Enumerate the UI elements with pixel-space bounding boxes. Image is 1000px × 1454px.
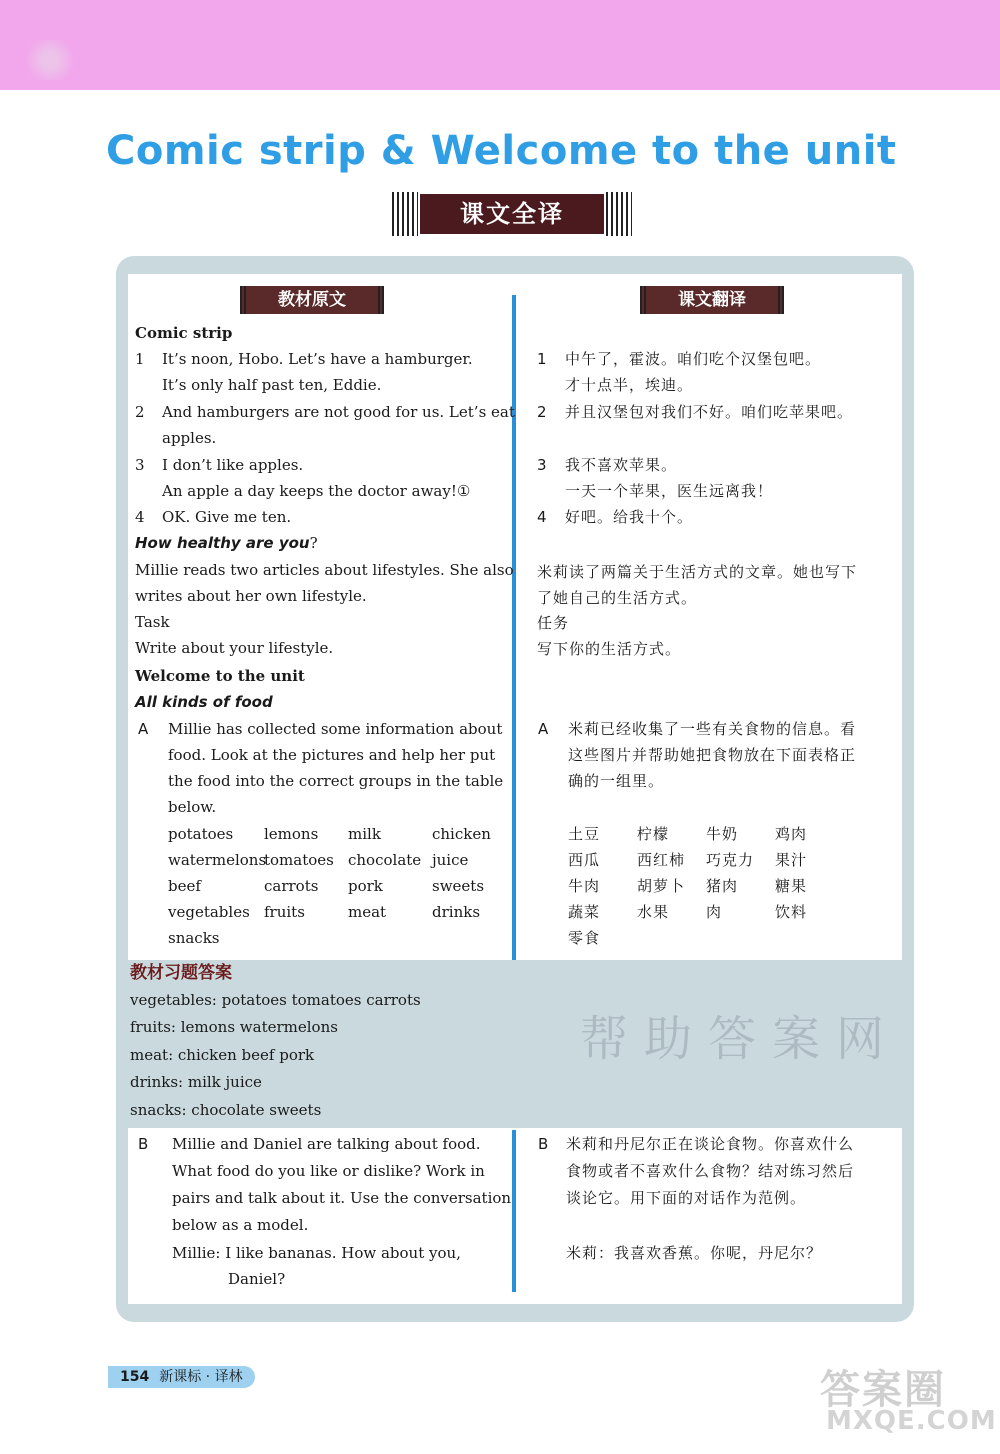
cn-line-number: 1 (537, 350, 548, 368)
cn-food-word: 糖果 (775, 877, 808, 895)
cn-comic-4: 好吧。给我十个。 (565, 508, 694, 526)
food-word: chicken (432, 825, 491, 843)
cn-food-word: 西瓜 (568, 851, 601, 869)
healthy-heading (135, 530, 318, 556)
section-banner-label: 课文全译 (420, 194, 604, 234)
food-word: fruits (264, 903, 305, 921)
en-comic-2a: And hamburgers are not good for us. Let’s eat (162, 403, 515, 421)
cn-a-3: 确的一组里。 (568, 772, 665, 790)
cn-line-number: 3 (537, 456, 548, 474)
food-word: sweets (432, 877, 485, 895)
cn-food-word: 牛肉 (568, 877, 601, 895)
logo-text: 答案圈 (820, 1367, 946, 1413)
cn-food-word: 柠檬 (637, 825, 670, 843)
food-word: pork (348, 877, 383, 895)
food-word: vegetables (168, 903, 250, 921)
en-b-4: below as a model. (172, 1216, 309, 1234)
cn-a-2: 这些图片并帮助她把食物放在下面表格正 (568, 746, 857, 764)
en-a-4: below. (168, 798, 217, 816)
cn-food-word: 巧克力 (706, 851, 755, 869)
cn-food-word: 肉 (706, 903, 723, 921)
part-a-letter: A (138, 720, 149, 738)
cn-comic-3b: 一天一个苹果，医生远离我！ (565, 482, 774, 500)
cn-line-number: 4 (537, 508, 548, 526)
en-comic-3a: I don’t like apples. (162, 456, 304, 474)
en-b-6: Daniel? (228, 1270, 286, 1288)
part-b-letter: B (138, 1135, 149, 1153)
page-title: Comic strip & Welcome to the unit (106, 128, 897, 174)
cn-food-word: 零食 (568, 929, 601, 947)
answer-line: fruits: lemons watermelons (130, 1018, 338, 1036)
section-banner (392, 192, 632, 236)
cn-food-word: 土豆 (568, 825, 601, 843)
food-word: meat (348, 903, 387, 921)
cn-food-word: 猪肉 (706, 877, 739, 895)
cn-part-a-letter: A (538, 720, 549, 738)
cn-b-4: 米莉：我喜欢香蕉。你呢，丹尼尔？ (566, 1244, 823, 1262)
banner-bars-left (392, 192, 418, 236)
cn-food-word: 西红柿 (637, 851, 686, 869)
page-number: 154 (120, 1369, 150, 1385)
answer-line: meat: chicken beef pork (130, 1046, 315, 1064)
food-word: beef (168, 877, 201, 895)
footer-badge (108, 1366, 255, 1388)
en-line-number: 2 (135, 403, 145, 421)
cn-food-word: 水果 (637, 903, 670, 921)
cn-task: 任务 (537, 614, 570, 632)
en-millie-1: Millie reads two articles about lifestyles. She also (135, 561, 514, 579)
food-word: potatoes (168, 825, 234, 843)
welcome-heading: Welcome to the unit (135, 667, 305, 685)
en-a-3: the food into the correct groups in the table (168, 772, 504, 790)
original-text-tag: 教材原文 (240, 286, 384, 314)
cn-b-3: 谈论它。用下面的对话作为范例。 (566, 1189, 807, 1207)
cn-food-word: 鸡肉 (775, 825, 808, 843)
en-task: Task (135, 613, 170, 631)
column-divider (512, 295, 516, 960)
answers-watermark: 帮助答案网 (580, 1011, 901, 1067)
paper-texture (20, 40, 80, 80)
en-line-number: 4 (135, 508, 145, 526)
cn-b-2: 食物或者不喜欢什么食物？结对练习然后 (566, 1162, 855, 1180)
en-comic-1b: It’s only half past ten, Eddie. (162, 376, 382, 394)
cn-comic-2: 并且汉堡包对我们不好。咱们吃苹果吧。 (565, 403, 854, 421)
cn-b-1: 米莉和丹尼尔正在谈论食物。你喜欢什么 (566, 1135, 855, 1153)
answers-title: 教材习题答案 (130, 963, 232, 983)
food-heading: All kinds of food (135, 693, 273, 711)
food-word: carrots (264, 877, 319, 895)
cn-line-number: 2 (537, 403, 548, 421)
cn-comic-3a: 我不喜欢苹果。 (565, 456, 678, 474)
cn-food-word: 牛奶 (706, 825, 739, 843)
en-b-3: pairs and talk about it. Use the conversation (172, 1189, 512, 1207)
food-word: milk (348, 825, 381, 843)
en-comic-1a: It’s noon, Hobo. Let’s have a hamburger. (162, 350, 473, 368)
cn-food-word: 饮料 (775, 903, 808, 921)
en-b-1: Millie and Daniel are talking about food. (172, 1135, 481, 1153)
en-b-5: Millie: I like bananas. How about you, (172, 1244, 461, 1262)
en-millie-2: writes about her own lifestyle. (135, 587, 367, 605)
en-line-number: 1 (135, 350, 145, 368)
food-word: juice (432, 851, 469, 869)
cn-food-word: 蔬菜 (568, 903, 601, 921)
en-write: Write about your lifestyle. (135, 639, 334, 657)
comic-strip-heading: Comic strip (135, 324, 233, 342)
cn-food-word: 胡萝卜 (637, 877, 686, 895)
answer-line: vegetables: potatoes tomatoes carrots (130, 991, 421, 1009)
en-line-number: 3 (135, 456, 145, 474)
food-word: watermelons (168, 851, 267, 869)
series-name: 新课标 · 译林 (159, 1369, 243, 1385)
food-word: drinks (432, 903, 481, 921)
column-divider-lower (512, 1130, 516, 1292)
en-b-2: What food do you like or dislike? Work in (172, 1162, 485, 1180)
site-logo (820, 1358, 997, 1442)
banner-bars-right (606, 192, 632, 236)
en-comic-4: OK. Give me ten. (162, 508, 292, 526)
answer-line: snacks: chocolate sweets (130, 1101, 322, 1119)
food-word: snacks (168, 929, 220, 947)
cn-food-word: 果汁 (775, 851, 808, 869)
en-comic-2b: apples. (162, 429, 217, 447)
cn-part-b-letter: B (538, 1135, 549, 1153)
answer-line: drinks: milk juice (130, 1073, 262, 1091)
en-a-2: food. Look at the pictures and help her put (168, 746, 496, 764)
cn-a-1: 米莉已经收集了一些有关食物的信息。看 (568, 720, 857, 738)
translation-tag: 课文翻译 (640, 286, 784, 314)
cn-millie-2: 了她自己的生活方式。 (537, 589, 698, 607)
food-word: tomatoes (264, 851, 334, 869)
cn-comic-1b: 才十点半，埃迪。 (565, 376, 694, 394)
en-a-1: Millie has collected some information about (168, 720, 503, 738)
cn-write: 写下你的生活方式。 (537, 640, 682, 658)
top-color-band (0, 0, 1000, 90)
cn-comic-1a: 中午了，霍波。咱们吃个汉堡包吧。 (565, 350, 822, 368)
food-word: chocolate (348, 851, 422, 869)
en-comic-3b: An apple a day keeps the doctor away!① (162, 482, 471, 500)
cn-millie-1: 米莉读了两篇关于生活方式的文章。她也写下 (537, 563, 858, 581)
logo-domain: MXQE.COM (826, 1406, 997, 1436)
healthy-heading-text: How healthy are you (135, 534, 310, 552)
food-word: lemons (264, 825, 319, 843)
healthy-heading-mark: ? (309, 534, 318, 552)
